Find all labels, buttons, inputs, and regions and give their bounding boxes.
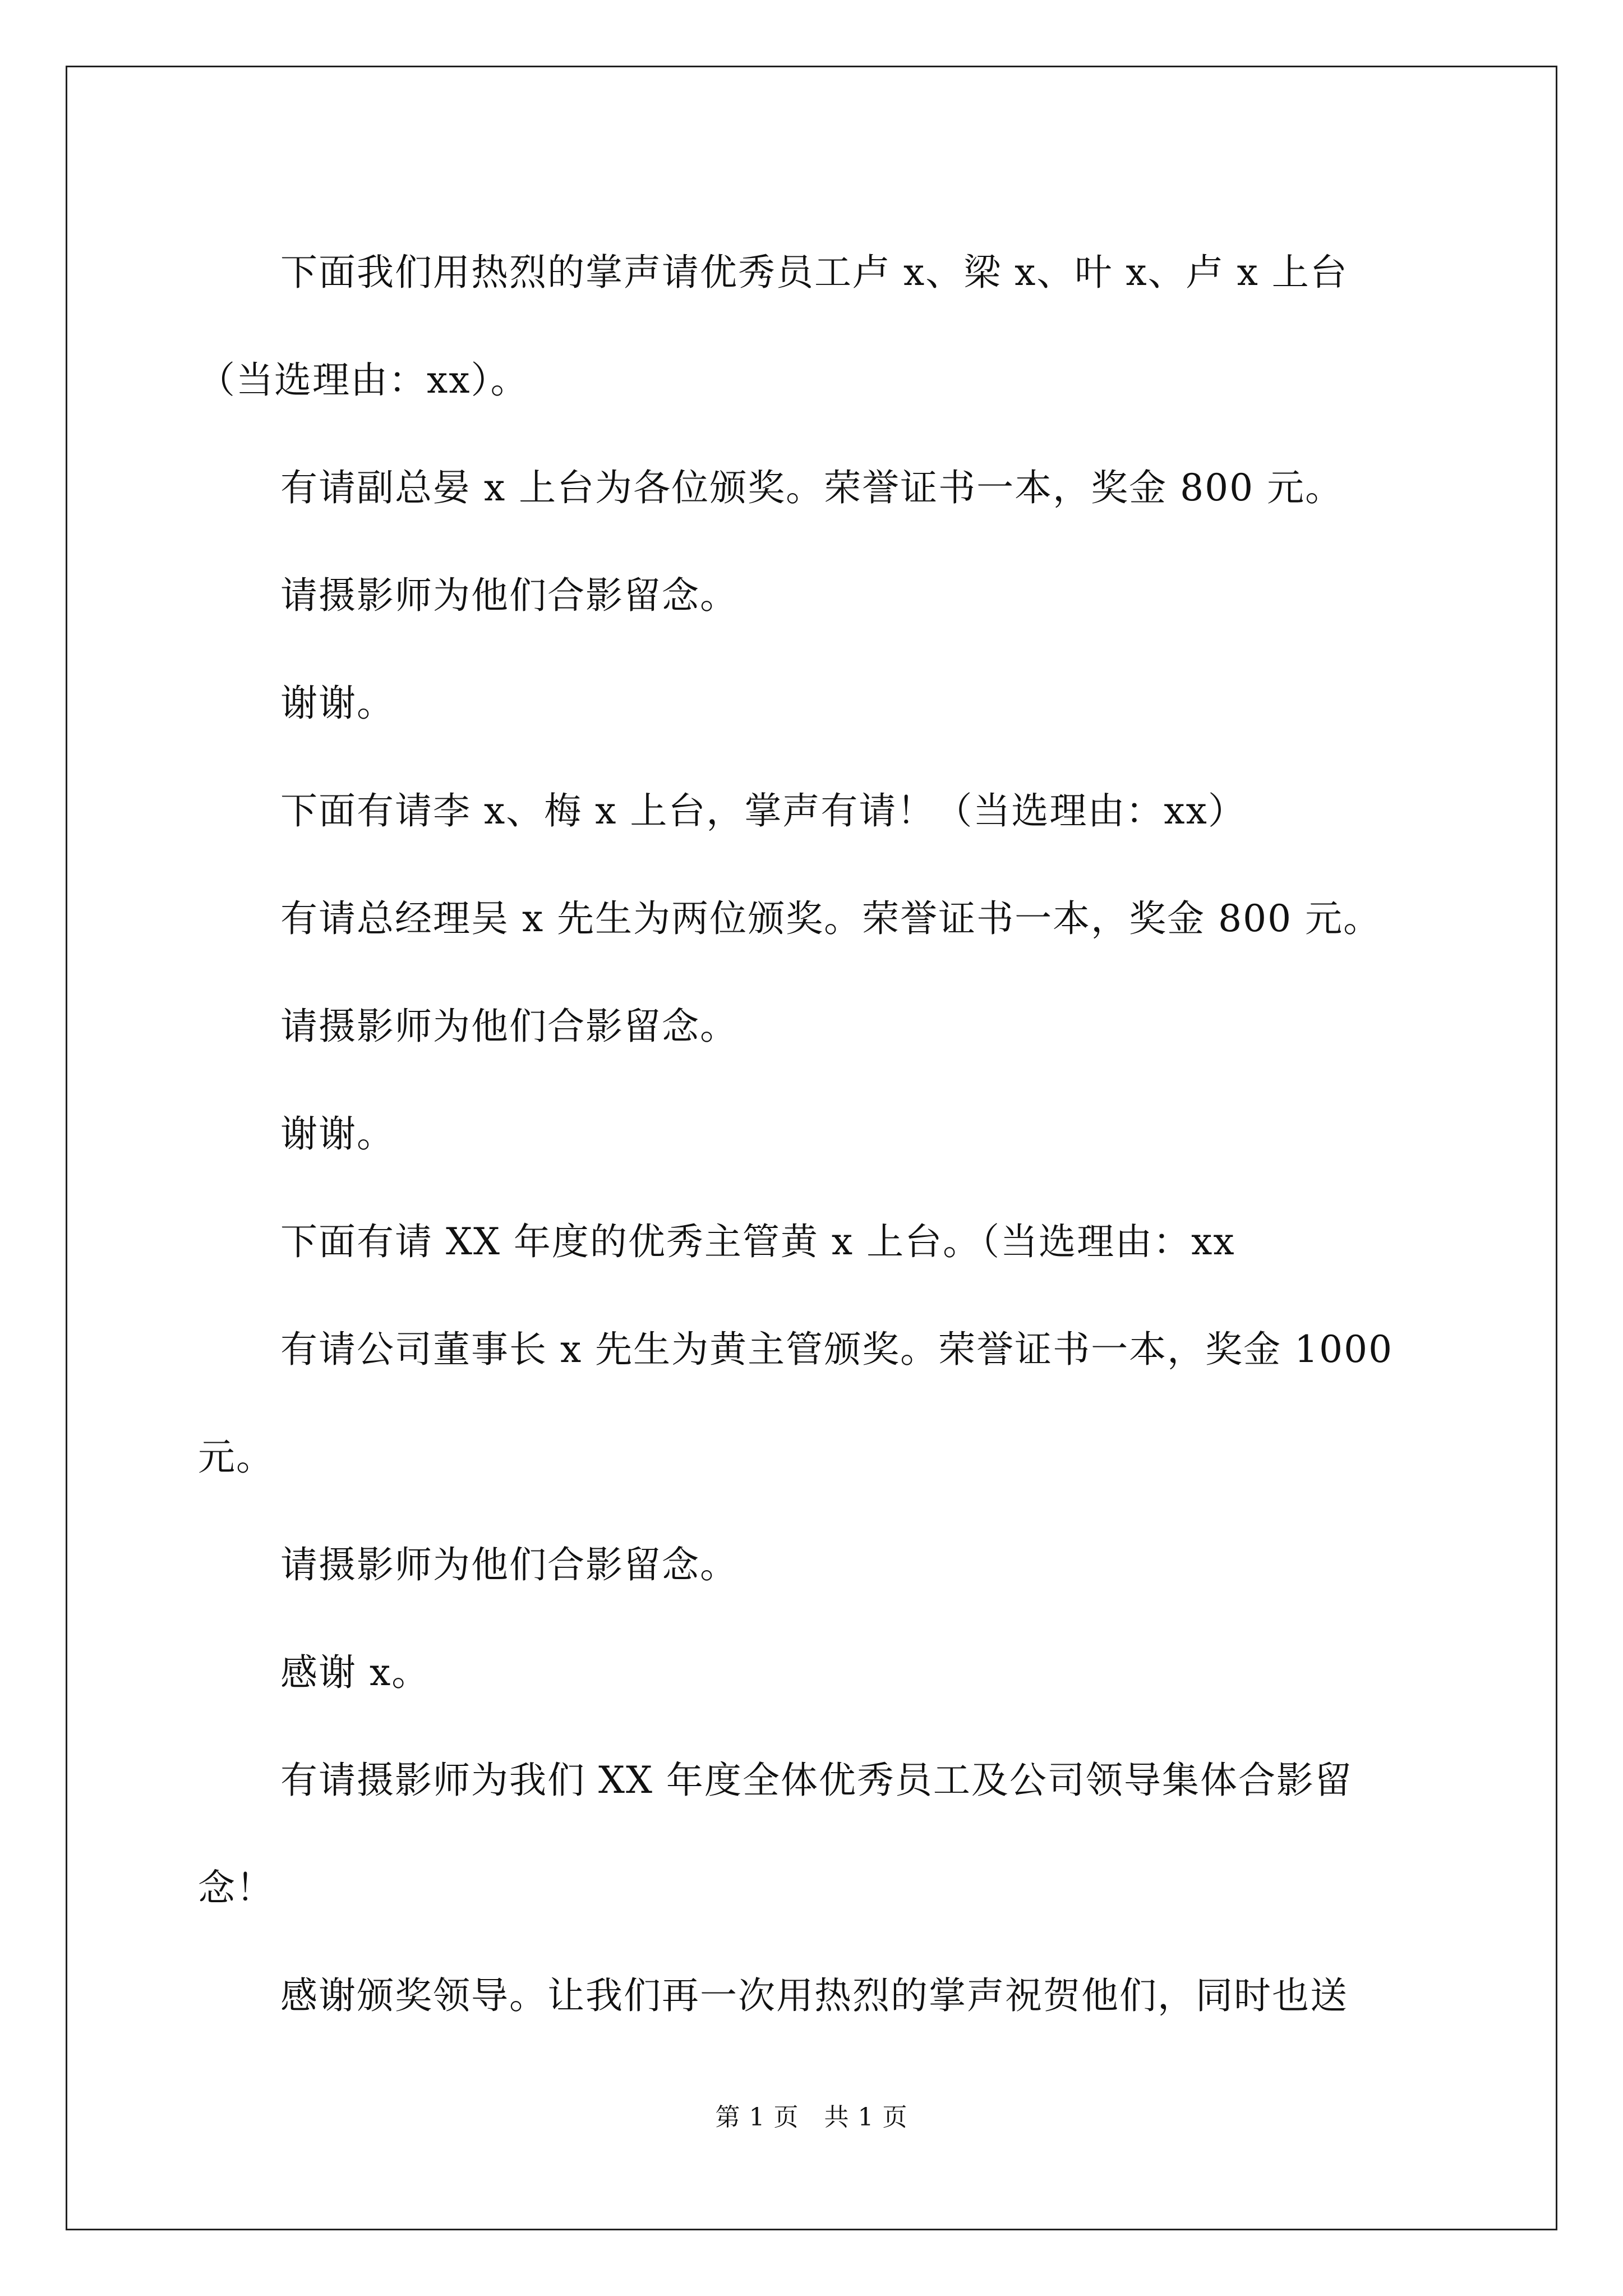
page-footer: 第 1 页 共 1 页 <box>715 2103 908 2132</box>
paragraph: 念！ <box>198 1866 274 1910</box>
paragraph: 请摄影师为他们合影留念。 <box>280 1005 738 1048</box>
paragraph: 下面有请李 x、梅 x 上台，掌声有请！（当选理由：xx） <box>280 789 1246 832</box>
paragraph: 有请公司董事长 x 先生为黄主管颁奖。荣誉证书一本，奖金 1000 <box>280 1328 1394 1371</box>
paragraph: 感谢 x。 <box>280 1651 430 1694</box>
paragraph: 感谢颁奖领导。让我们再一次用热烈的掌声祝贺他们，同时也送 <box>280 1974 1348 2017</box>
paragraph: 请摄影师为他们合影留念。 <box>280 1543 738 1586</box>
paragraph: 下面有请 XX 年度的优秀主管黄 x 上台。（当选理由：xx <box>280 1220 1235 1263</box>
paragraph: 有请总经理吴 x 先生为两位颁奖。荣誉证书一本，奖金 800 元。 <box>280 897 1382 940</box>
paragraph: 有请摄影师为我们 XX 年度全体优秀员工及公司领导集体合影留 <box>280 1759 1353 1802</box>
paragraph: （当选理由：xx）。 <box>198 358 529 402</box>
paragraph: 下面我们用热烈的掌声请优秀员工卢 x、梁 x、叶 x、卢 x 上台 <box>280 251 1348 294</box>
paragraph: 谢谢。 <box>280 1112 395 1156</box>
paragraph: 有请副总晏 x 上台为各位颁奖。荣誉证书一本，奖金 800 元。 <box>280 466 1344 509</box>
paragraph: 元。 <box>198 1435 274 1479</box>
paragraph: 请摄影师为他们合影留念。 <box>280 574 738 617</box>
document-body <box>198 219 1432 2050</box>
paragraph: 谢谢。 <box>280 682 395 725</box>
